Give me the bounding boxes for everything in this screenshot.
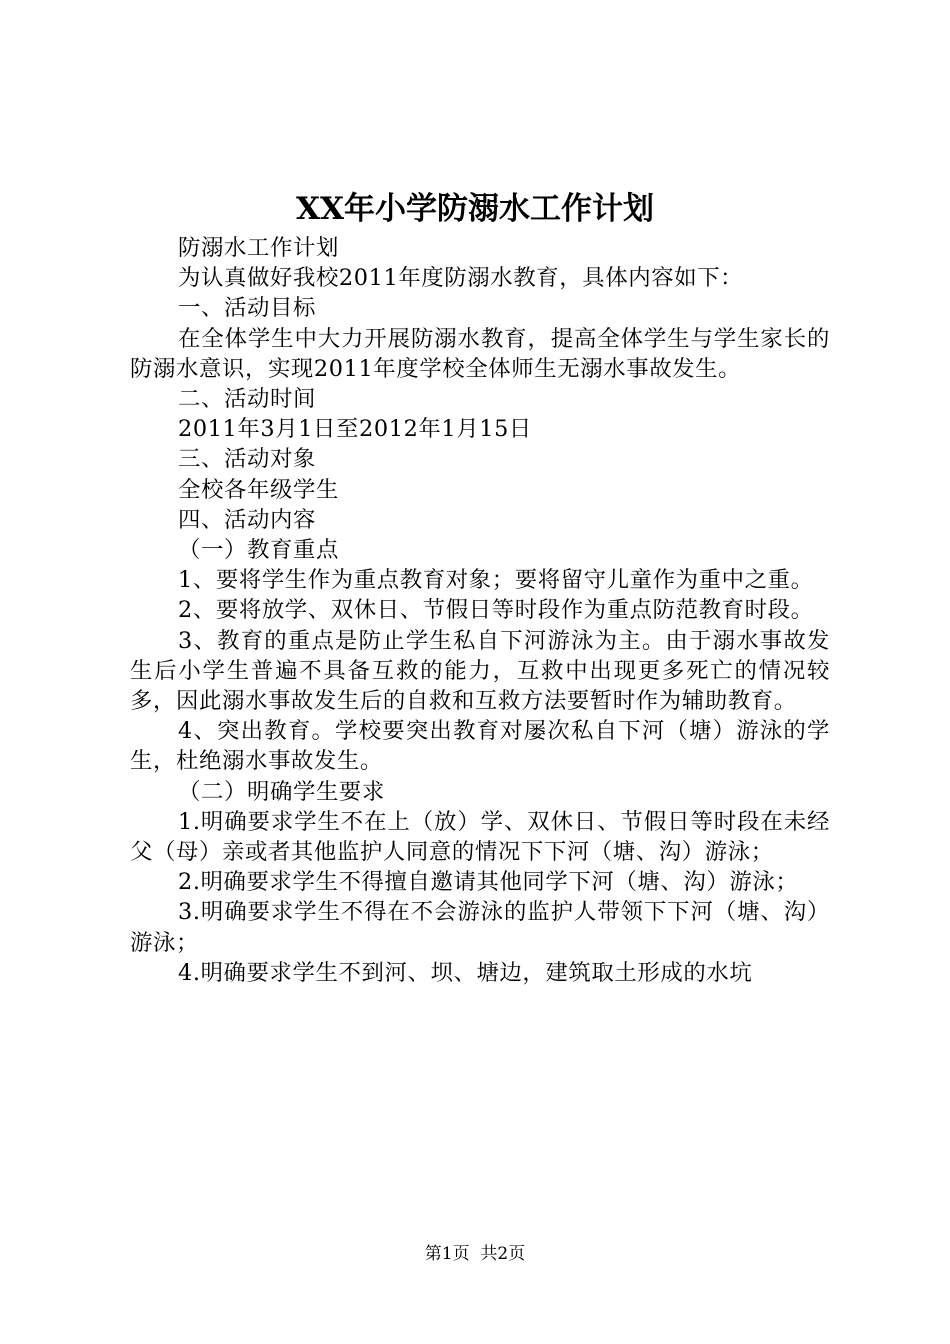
paragraph-goal: 在全体学生中大力开展防溺水教育，提高全体学生与学生家长的防溺水意识，实现2011年度学校全体师生无溺水事故发生。	[130, 325, 830, 382]
paragraph-target: 全校各年级学生	[178, 476, 339, 503]
subsection-heading-requirements: （二）明确学生要求	[178, 778, 385, 805]
paragraph-focus-3: 3、教育的重点是防止学生私自下河游泳为主。由于溺水事故发生后小学生普遍不具备互救的能力，互救中出现更多死亡的情况较多，因此溺水事故发生后的自救和互救方法要暂时作为辅助教育。	[130, 627, 830, 715]
section-heading-goal: 一、活动目标	[178, 295, 316, 322]
paragraph-focus-2: 2、要将放学、双休日、节假日等时段作为重点防范教育时段。	[178, 597, 814, 624]
page-number-footer: 第1页 共2页	[424, 1244, 526, 1264]
section-heading-target: 三、活动对象	[178, 446, 316, 473]
document-title: XX年小学防溺水工作计划	[295, 191, 655, 227]
subsection-heading-focus: （一）教育重点	[178, 537, 339, 564]
paragraph-requirement-4: 4.明确要求学生不到河、坝、塘边，建筑取土形成的水坑	[178, 959, 753, 986]
section-heading-content: 四、活动内容	[178, 506, 316, 533]
document-body	[130, 233, 830, 988]
paragraph-requirement-2: 2.明确要求学生不得擅自邀请其他同学下河（塘、沟）游泳；	[178, 869, 799, 896]
paragraph-intro: 为认真做好我校2011年度防溺水教育，具体内容如下：	[178, 265, 744, 292]
section-heading-time: 二、活动时间	[178, 386, 316, 413]
paragraph-subtitle: 防溺水工作计划	[178, 235, 339, 261]
paragraph-focus-1: 1、要将学生作为重点教育对象；要将留守儿童作为重中之重。	[178, 567, 814, 594]
paragraph-requirement-3: 3.明确要求学生不得在不会游泳的监护人带领下下河（塘、沟）游泳；	[130, 899, 830, 956]
paragraph-time: 2011年3月1日至2012年1月15日	[178, 416, 532, 443]
paragraph-requirement-1: 1.明确要求学生不在上（放）学、双休日、节假日等时段在未经父（母）亲或者其他监护人同意的情况下下河（塘、沟）游泳；	[130, 808, 830, 866]
paragraph-focus-4: 4、突出教育。学校要突出教育对屡次私自下河（塘）游泳的学生，杜绝溺水事故发生。	[130, 718, 830, 775]
